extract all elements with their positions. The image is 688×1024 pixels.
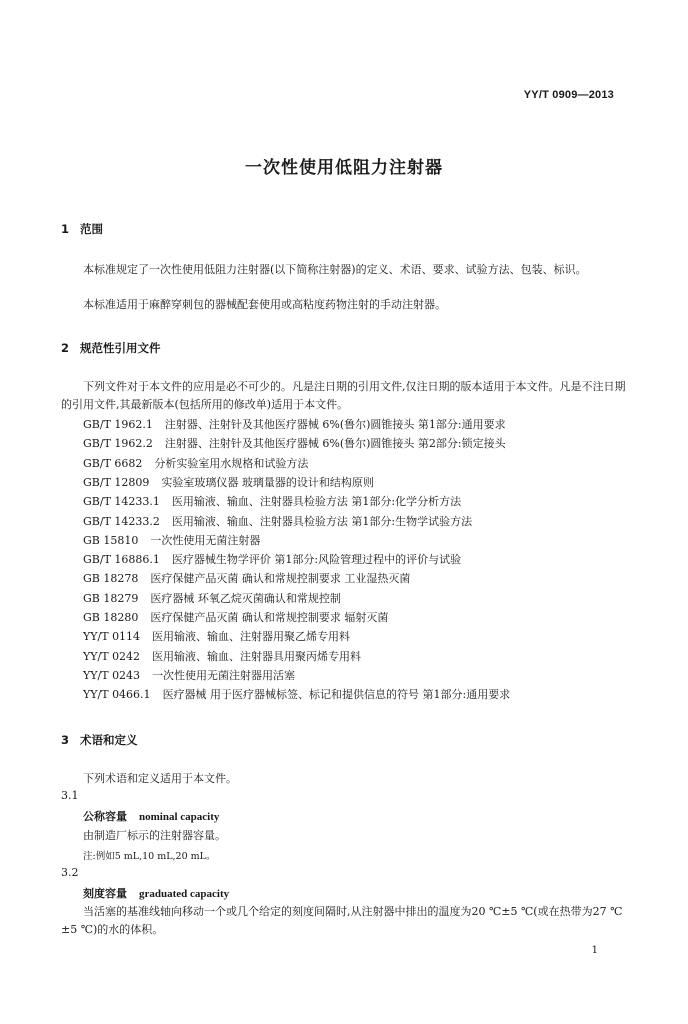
reference-code: GB/T 14233.1 <box>83 495 160 508</box>
reference-code: YY/T 0243 <box>83 669 141 682</box>
reference-item <box>83 590 341 606</box>
reference-item <box>83 667 295 683</box>
reference-code: GB/T 16886.1 <box>83 553 160 566</box>
document-code: YY/T 0909—2013 <box>523 89 614 101</box>
term-heading <box>83 885 229 901</box>
reference-title: 医用输液、输血、注射器具用聚丙烯专用料 <box>152 650 362 663</box>
reference-item <box>83 493 461 509</box>
term-en: graduated capacity <box>139 888 230 900</box>
reference-item <box>83 513 472 529</box>
reference-title: 医疗保健产品灭菌 确认和常规控制要求 辐射灭菌 <box>150 611 389 624</box>
section-title: 范围 <box>80 222 103 236</box>
reference-item <box>83 609 388 625</box>
section-3-heading <box>61 732 138 748</box>
reference-item <box>83 628 350 644</box>
reference-title: 分析实验室用水规格和试验方法 <box>154 457 309 470</box>
reference-title: 注射器、注射针及其他医疗器械 6%(鲁尔)圆锥接头 第2部分:锁定接头 <box>164 437 506 450</box>
reference-item <box>83 551 461 567</box>
term-cn: 刻度容量 <box>83 887 127 900</box>
reference-title: 医用输液、输血、注射器具检验方法 第1部分:化学分析方法 <box>171 495 462 508</box>
reference-code: GB 18280 <box>83 611 139 624</box>
document-title: 一次性使用低阻力注射器 <box>245 158 443 178</box>
reference-code: GB 18278 <box>83 572 139 585</box>
reference-code: GB 15810 <box>83 534 139 547</box>
reference-item <box>83 686 510 702</box>
reference-title: 实验室玻璃仪器 玻璃量器的设计和结构原则 <box>161 476 374 489</box>
term-definition: 当活塞的基准线轴向移动一个或几个给定的刻度间隔时,从注射器中排出的温度为20 ℃±5 ℃(或在热带为27 ℃±5 ℃)的水的体积。 <box>61 905 623 936</box>
section-2-intro: 下列文件对于本文件的应用是必不可少的。凡是注日期的引用文件,仅注日期的版本适用于本文件。凡是不注日期的引用文件,其最新版本(包括所用的修改单)适用于本文件。 <box>61 380 626 411</box>
reference-title: 医疗保健产品灭菌 确认和常规控制要求 工业湿热灭菌 <box>150 572 411 585</box>
term-note: 注:例如5 mL,10 mL,20 mL。 <box>83 851 216 862</box>
reference-code: YY/T 0466.1 <box>83 688 151 701</box>
reference-title: 一次性使用无菌注射器 <box>150 534 261 547</box>
section-number: 2 <box>61 341 70 355</box>
reference-title: 注射器、注射针及其他医疗器械 6%(鲁尔)圆锥接头 第1部分:通用要求 <box>164 418 506 431</box>
reference-title: 医疗器械生物学评价 第1部分:风险管理过程中的评价与试验 <box>171 553 462 566</box>
reference-code: GB/T 12809 <box>83 476 150 489</box>
term-en: nominal capacity <box>139 811 220 823</box>
reference-title: 医用输液、输血、注射器用聚乙烯专用料 <box>152 630 351 643</box>
reference-code: YY/T 0242 <box>83 650 141 663</box>
reference-code: GB/T 1962.2 <box>83 437 153 450</box>
section-1-heading <box>61 221 103 237</box>
term-cn: 公称容量 <box>83 810 127 823</box>
reference-code: GB 18279 <box>83 592 139 605</box>
reference-code: GB/T 6682 <box>83 457 143 470</box>
reference-item <box>83 648 361 664</box>
reference-title: 医疗器械 环氧乙烷灭菌确认和常规控制 <box>150 592 341 605</box>
section-1-paragraph-2: 本标准适用于麻醉穿刺包的器械配套使用或高粘度药物注射的手动注射器。 <box>83 298 446 311</box>
reference-title: 医用输液、输血、注射器具检验方法 第1部分:生物学试验方法 <box>171 515 473 528</box>
term-number: 3.1 <box>61 789 79 802</box>
reference-item <box>83 570 410 586</box>
page-number: 1 <box>591 945 598 956</box>
reference-title: 一次性使用无菌注射器用活塞 <box>152 669 296 682</box>
term-number: 3.2 <box>61 866 79 879</box>
term-definition: 由制造厂标示的注射器容量。 <box>83 829 226 842</box>
reference-item <box>83 435 506 451</box>
reference-item <box>83 474 374 490</box>
section-title: 规范性引用文件 <box>80 341 161 355</box>
section-number: 3 <box>61 733 70 747</box>
section-2-heading <box>61 340 161 356</box>
reference-title: 医疗器械 用于医疗器械标签、标记和提供信息的符号 第1部分:通用要求 <box>162 688 511 701</box>
section-1-paragraph-1: 本标准规定了一次性使用低阻力注射器(以下简称注射器)的定义、术语、要求、试验方法、包装、标识。 <box>83 263 587 276</box>
section-number: 1 <box>61 222 70 236</box>
reference-code: GB/T 14233.2 <box>83 515 160 528</box>
reference-item <box>83 455 308 471</box>
reference-item <box>83 416 506 432</box>
reference-code: YY/T 0114 <box>83 630 141 643</box>
term-heading <box>83 808 219 824</box>
reference-item <box>83 532 260 548</box>
section-title: 术语和定义 <box>80 733 138 747</box>
reference-code: GB/T 1962.1 <box>83 418 153 431</box>
section-3-intro: 下列术语和定义适用于本文件。 <box>83 772 237 785</box>
